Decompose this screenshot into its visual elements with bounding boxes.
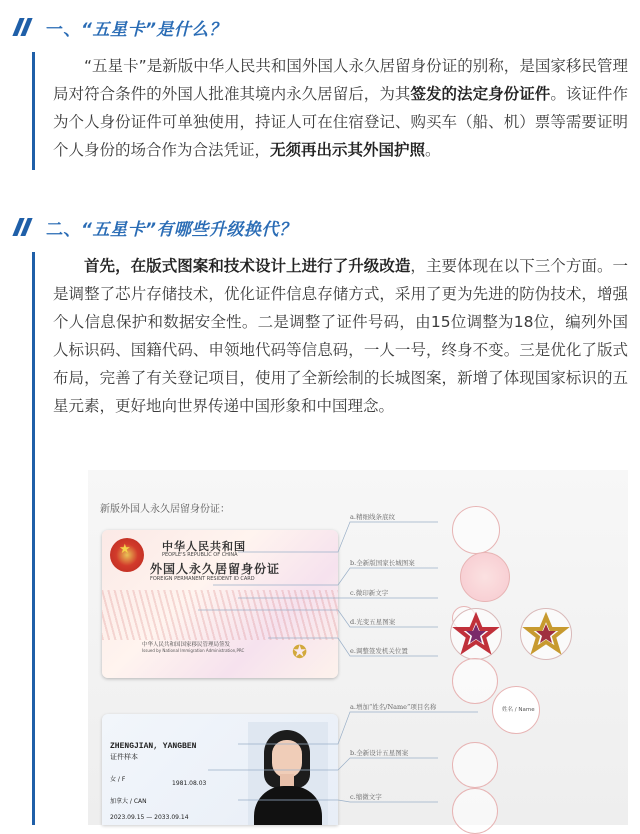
label-front-e: e.调整签发机关位置 <box>350 647 408 655</box>
section2-heading <box>12 212 296 242</box>
slash-bars-icon <box>12 16 38 38</box>
slash-bars-icon <box>12 216 38 238</box>
detail-circle-d2 <box>520 608 572 660</box>
detail-circle-e <box>452 658 498 704</box>
optical-star-icon: ✪ <box>292 642 308 663</box>
card-issuer-en: Issued by National Immigration Administration,PRC <box>142 648 245 653</box>
namebox-text: 姓名 / Name <box>502 707 535 713</box>
label-back-b: b.全新设计五星图案 <box>350 749 409 757</box>
detail-circle-b <box>460 552 510 602</box>
detail-circle-a <box>452 506 500 554</box>
section2-paragraph: 首先，在版式图案和技术设计上进行了升级改造，主要体现在以下三个方面。一是调整了芯片存储技术，优化证件信息存储方式，采用了更为先进的防伪技术，增强个人信息保护和数据安全性。二是调整了证件号码，由15位调整为18位，编列外国人标识码、国籍代码、申领地代码等信息码，一人一号，终身不变。三是优化了版式布局，完善了有关登记项目，使用了全新绘制的长城图案，新增了体现国家标识的五星元素，更好地向世界传递中国形象和中国理念。 <box>53 257 628 415</box>
national-emblem-icon: ★ <box>110 538 144 572</box>
label-front-a: a.精细线条底纹 <box>350 513 395 521</box>
section1-paragraph: “五星卡”是新版中华人民共和国外国人永久居留身份证的别称，是国家移民管理局对符合条件的外国人批准其境内永久居留后，为其签发的法定身份证件。该证件作为个人身份证件可单独使用，持证人可在住宿登记、购买车（船、机）票等需要证明个人身份的场合作为合法凭证，无须再出示其外国护照。 <box>53 57 628 159</box>
detail-circle-name <box>492 686 540 734</box>
id-card-figure <box>88 470 628 825</box>
label-back-c: c.缩微文字 <box>350 793 382 801</box>
card-dob: 1981.08.03 <box>172 780 207 787</box>
detail-circle-d1 <box>450 608 502 660</box>
section1-body <box>32 52 628 170</box>
card-nationality: 加拿大 / CAN <box>110 798 147 805</box>
detail-circle-back-b <box>452 742 498 788</box>
label-front-c: c.微印新文字 <box>350 589 389 597</box>
card-type-cn: 外国人永久居留身份证 <box>150 562 281 576</box>
label-back-a: a.增加“姓名/Name”项目名称 <box>350 703 437 711</box>
card-country-cn: 中华人民共和国 <box>162 540 246 553</box>
label-front-b: b.全新版国家长城图案 <box>350 559 415 567</box>
section1-title: 一、“五星卡”是什么？ <box>46 19 227 40</box>
card-issuer-cn: 中华人民共和国国家移民管理局签发 <box>142 642 231 648</box>
label-front-d: d.光变五星图案 <box>350 618 396 626</box>
detail-circle-back-c <box>452 788 498 834</box>
card-sex: 女 / F <box>110 776 126 783</box>
section1-heading <box>12 12 226 42</box>
card-holder-name: ZHENGJIAN, YANGBEN <box>110 742 197 751</box>
card-type-en: FOREIGN PERMANENT RESIDENT ID CARD <box>150 576 255 582</box>
card-sample-label: 证件样本 <box>110 753 138 761</box>
card-country-en: PEOPLE'S REPUBLIC OF CHINA <box>162 552 238 558</box>
card-expiry: 2023.09.15 — 2033.09.14 <box>110 814 189 821</box>
figure-title: 新版外国人永久居留身份证： <box>100 504 230 515</box>
section2-title: 二、“五星卡”有哪些升级换代？ <box>46 219 297 240</box>
